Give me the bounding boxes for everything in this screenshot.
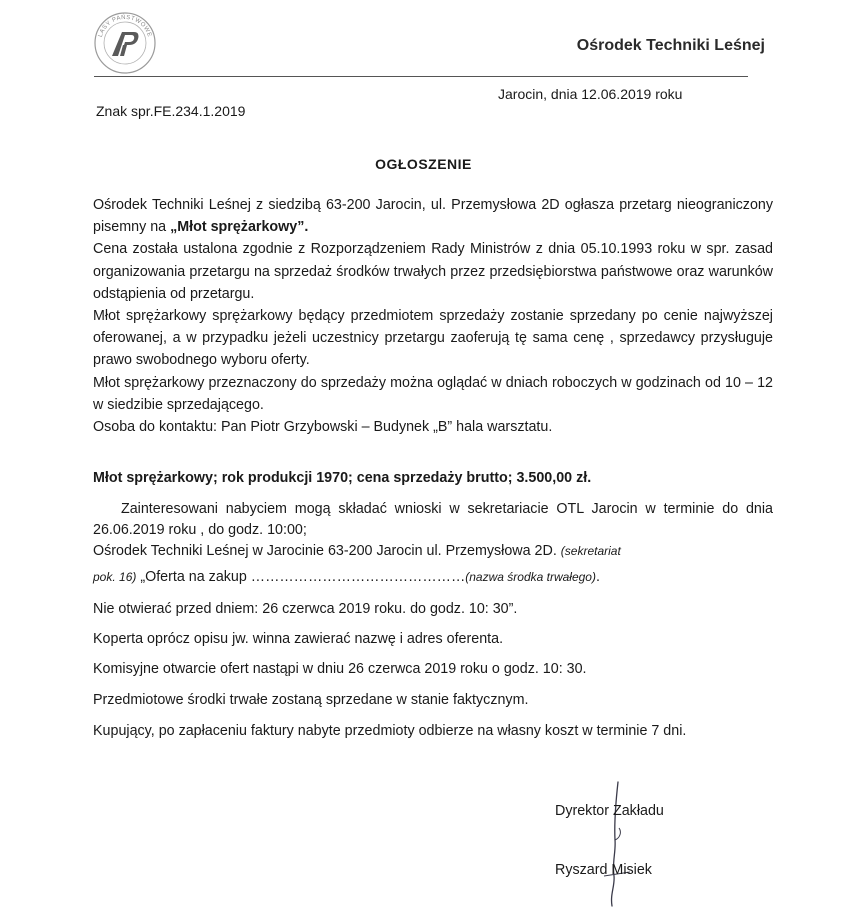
contact-paragraph: Osoba do kontaktu: Pan Piotr Grzybowski – Budynek „B” hala warsztatu. (93, 419, 553, 436)
commission-line: Komisyjne otwarcie ofert nastąpi w dniu 26 czerwca 2019 roku o godz. 10: 30. (93, 661, 587, 677)
product-summary: Młot sprężarkowy; rok produkcji 1970; cena sprzedaży brutto; 3.500,00 zł. (93, 470, 592, 486)
organization-logo (92, 10, 158, 76)
offer-label-text: „Oferta na zakup ……………………………………… (136, 569, 466, 585)
address-text: Ośrodek Techniki Leśnej w Jarocinie 63-200 Jarocin ul. Przemysłowa 2D. (93, 543, 557, 559)
submission-info (93, 499, 773, 562)
logo-text: LASY PAŃSTWOWE (97, 14, 153, 39)
organization-name: Ośrodek Techniki Leśnej (576, 37, 765, 54)
director-name: Ryszard Misiek (555, 862, 652, 878)
offer-label-line (93, 569, 773, 585)
envelope-line: Koperta oprócz opisu jw. winna zawierać nazwę i adres oferenta. (93, 631, 504, 647)
document-date: Jarocin, dnia 12.06.2019 roku (498, 86, 683, 102)
document-title: OGŁOSZENIE (375, 156, 472, 172)
price-basis-paragraph: Cena została ustalona zgodnie z Rozporządzeniem Rady Ministrów z dnia 05.10.1993 roku w spr. zasad organizowania przetargu na sprzedaż środków trwałych przez przedsiębiorstwa państwowe oraz warunków odstąpienia od przetargu. (93, 241, 773, 302)
submission-deadline: Zainteresowani nabyciem mogą składać wnioski w sekretariacie OTL Jarocin w terminie do dnia 26.06.2019 roku , do godz. 10:00; (93, 501, 773, 538)
offer-label-end: . (595, 569, 600, 585)
intro-text: Ośrodek Techniki Leśnej z siedzibą 63-200 Jarocin, ul. Przemysłowa 2D ogłasza przetarg nieograniczony pisemny na (93, 197, 773, 236)
reference-number: Znak spr.FE.234.1.2019 (96, 103, 246, 119)
header-divider (94, 76, 748, 77)
asset-name-hint: (nazwa środka trwałego) (465, 570, 596, 584)
intro-paragraph (93, 194, 773, 238)
condition-line: Przedmiotowe środki trwałe zostaną sprzedane w stanie faktycznym. (93, 692, 529, 708)
director-title: Dyrektor Zakładu (555, 803, 664, 819)
viewing-paragraph: Młot sprężarkowy przeznaczony do sprzedaży można oglądać w dniach roboczych w godzinach od 10 – 12 w siedzibie sprzedającego. (93, 374, 773, 413)
announcement-body (93, 194, 773, 438)
handwritten-signature (602, 780, 632, 910)
submission-address (93, 541, 773, 562)
address-office: (sekretariat (560, 544, 621, 558)
open-date-line: Nie otwierać przed dniem: 26 czerwca 2019 roku. do godz. 10: 30”. (93, 601, 518, 617)
intro-item-name: „Młot sprężarkowy”. (170, 219, 309, 236)
office-room: pok. 16) (93, 570, 137, 584)
sale-terms-paragraph: Młot sprężarkowy sprężarkowy będący przedmiotem sprzedaży zostanie sprzedany po cenie najwyższej oferowanej, a w przypadku jeżeli uczestnicy przetargu zaoferują tę sama cenę , sprzedawcy przysługuje prawo swobodnego wyboru oferty. (93, 308, 773, 369)
buyer-line: Kupujący, po zapłaceniu faktury nabyte przedmioty odbierze na własny koszt w terminie 7 dni. (93, 723, 687, 739)
